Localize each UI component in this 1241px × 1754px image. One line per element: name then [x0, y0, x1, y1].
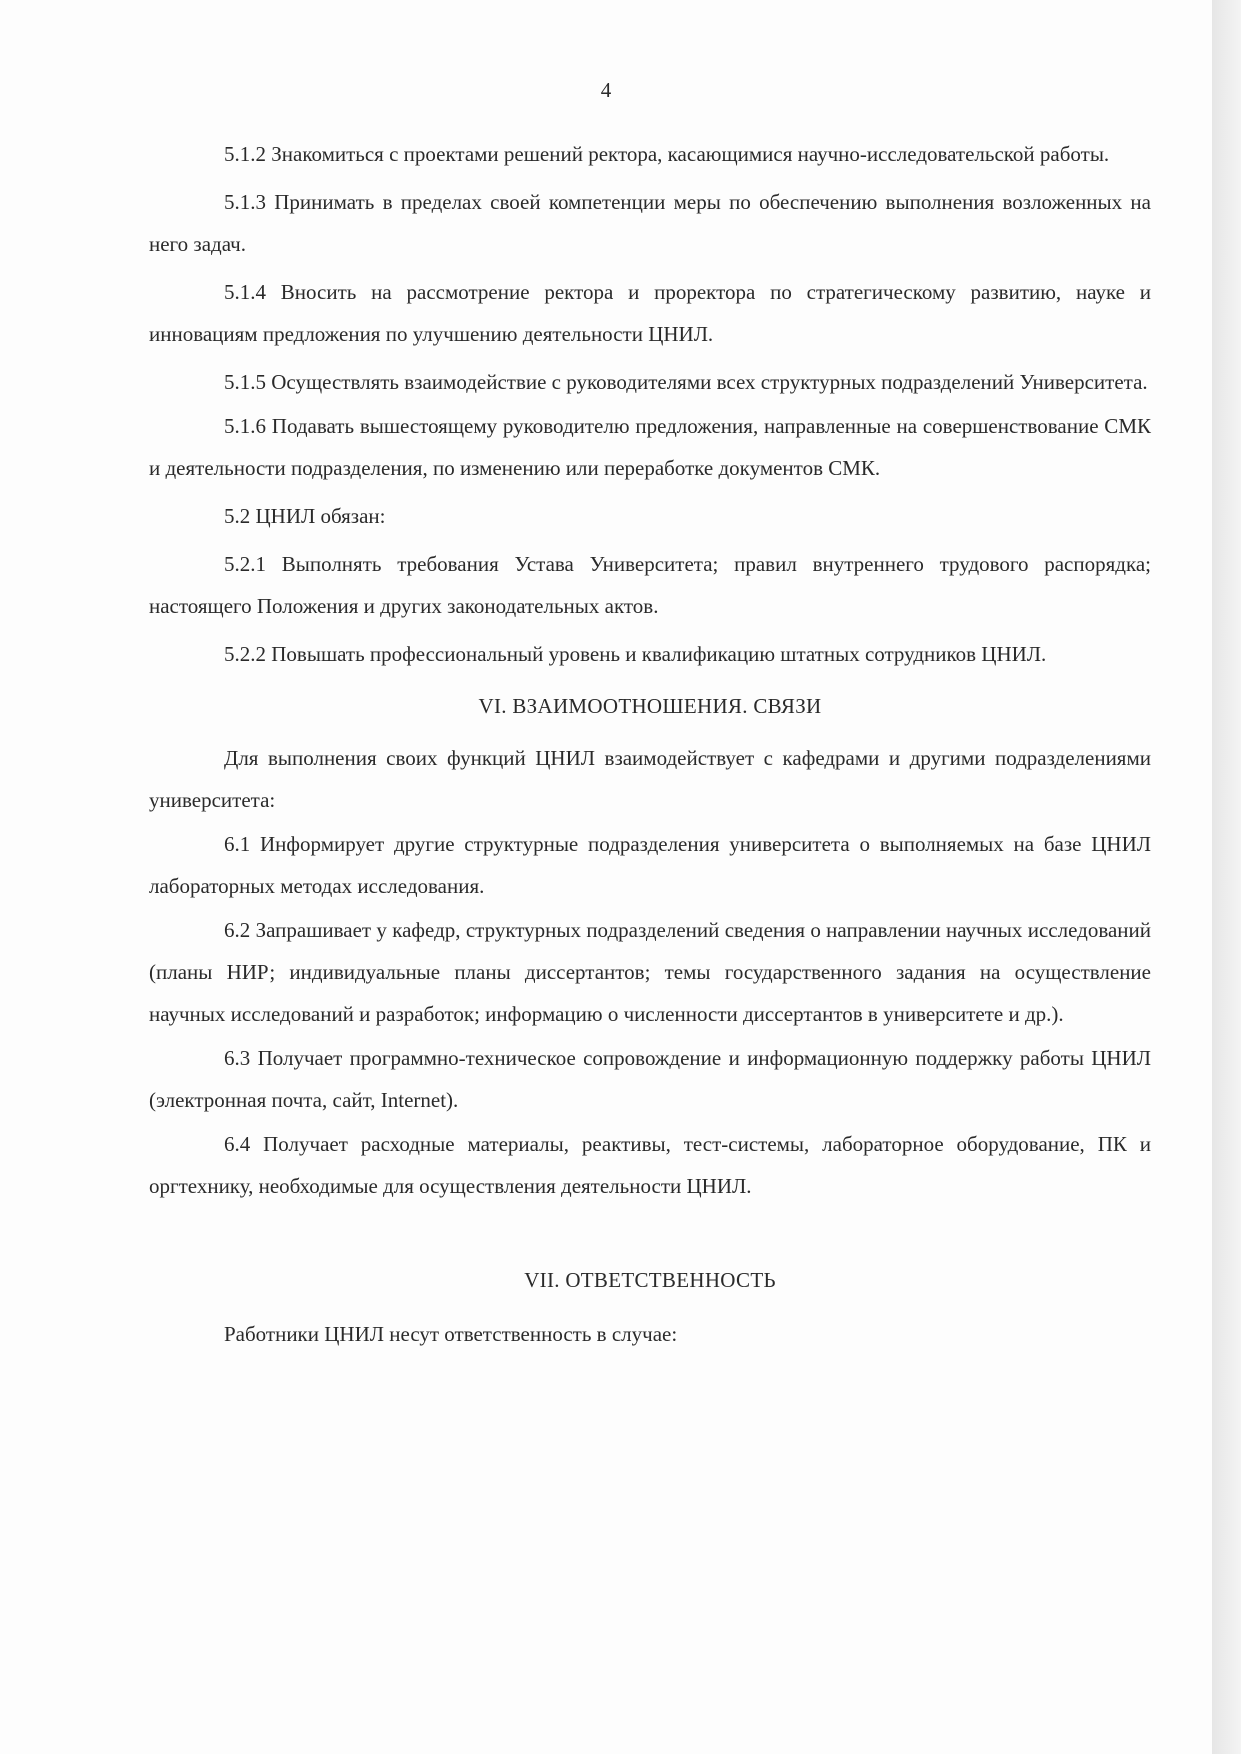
paragraph-6-3: 6.3 Получает программно-техническое сопровождение и информационную поддержку работы ЦНИЛ (электронная почта, сайт, Internet).	[149, 1046, 1151, 1112]
paragraph-6-intro: Для выполнения своих функций ЦНИЛ взаимодействует с кафедрами и другими подразделениями университета:	[149, 746, 1151, 812]
page-edge-shadow	[1212, 0, 1241, 1754]
document-body	[149, 133, 1151, 1355]
paragraph-5-1-6: 5.1.6 Подавать вышестоящему руководителю предложения, направленные на совершенствование СМК и деятельности подразделения, по изменению или переработке документов СМК.	[149, 414, 1151, 480]
paragraph-5-2-1: 5.2.1 Выполнять требования Устава Университета; правил внутреннего трудового распорядка; настоящего Положения и других законодательных актов.	[149, 552, 1151, 618]
page-number: 4	[600, 78, 612, 102]
section-heading-vii: VII. ОТВЕТСТВЕННОСТЬ	[524, 1268, 776, 1292]
paragraph-5-1-3: 5.1.3 Принимать в пределах своей компетенции меры по обеспечению выполнения возложенных на него задач.	[149, 190, 1151, 256]
paragraph-5-2-2: 5.2.2 Повышать профессиональный уровень и квалификацию штатных сотрудников ЦНИЛ.	[224, 642, 1047, 666]
paragraph-7-intro: Работники ЦНИЛ несут ответственность в случае:	[224, 1322, 678, 1346]
paragraph-5-1-2: 5.1.2 Знакомиться с проектами решений ректора, касающимися научно-исследовательской работы.	[224, 142, 1110, 166]
section-heading-vi: VI. ВЗАИМООТНОШЕНИЯ. СВЯЗИ	[478, 694, 822, 718]
paragraph-5-1-4: 5.1.4 Вносить на рассмотрение ректора и проректора по стратегическому развитию, науке и инновациям предложения по улучшению деятельности ЦНИЛ.	[149, 280, 1151, 346]
paragraph-5-2: 5.2 ЦНИЛ обязан:	[224, 504, 386, 528]
paragraph-6-2: 6.2 Запрашивает у кафедр, структурных подразделений сведения о направлении научных исследований (планы НИР; индивидуальные планы диссертантов; темы государственного задания на осуществление научных исследований и разработок; информацию о численности диссертантов в университете и др.).	[149, 918, 1151, 1026]
paragraph-5-1-5: 5.1.5 Осуществлять взаимодействие с руководителями всех структурных подразделений Университета.	[224, 370, 1148, 394]
paragraph-6-4: 6.4 Получает расходные материалы, реактивы, тест-системы, лабораторное оборудование, ПК и оргтехнику, необходимые для осуществления деятельности ЦНИЛ.	[149, 1132, 1151, 1198]
paragraph-6-1: 6.1 Информирует другие структурные подразделения университета о выполняемых на базе ЦНИЛ лабораторных методах исследования.	[149, 832, 1151, 898]
